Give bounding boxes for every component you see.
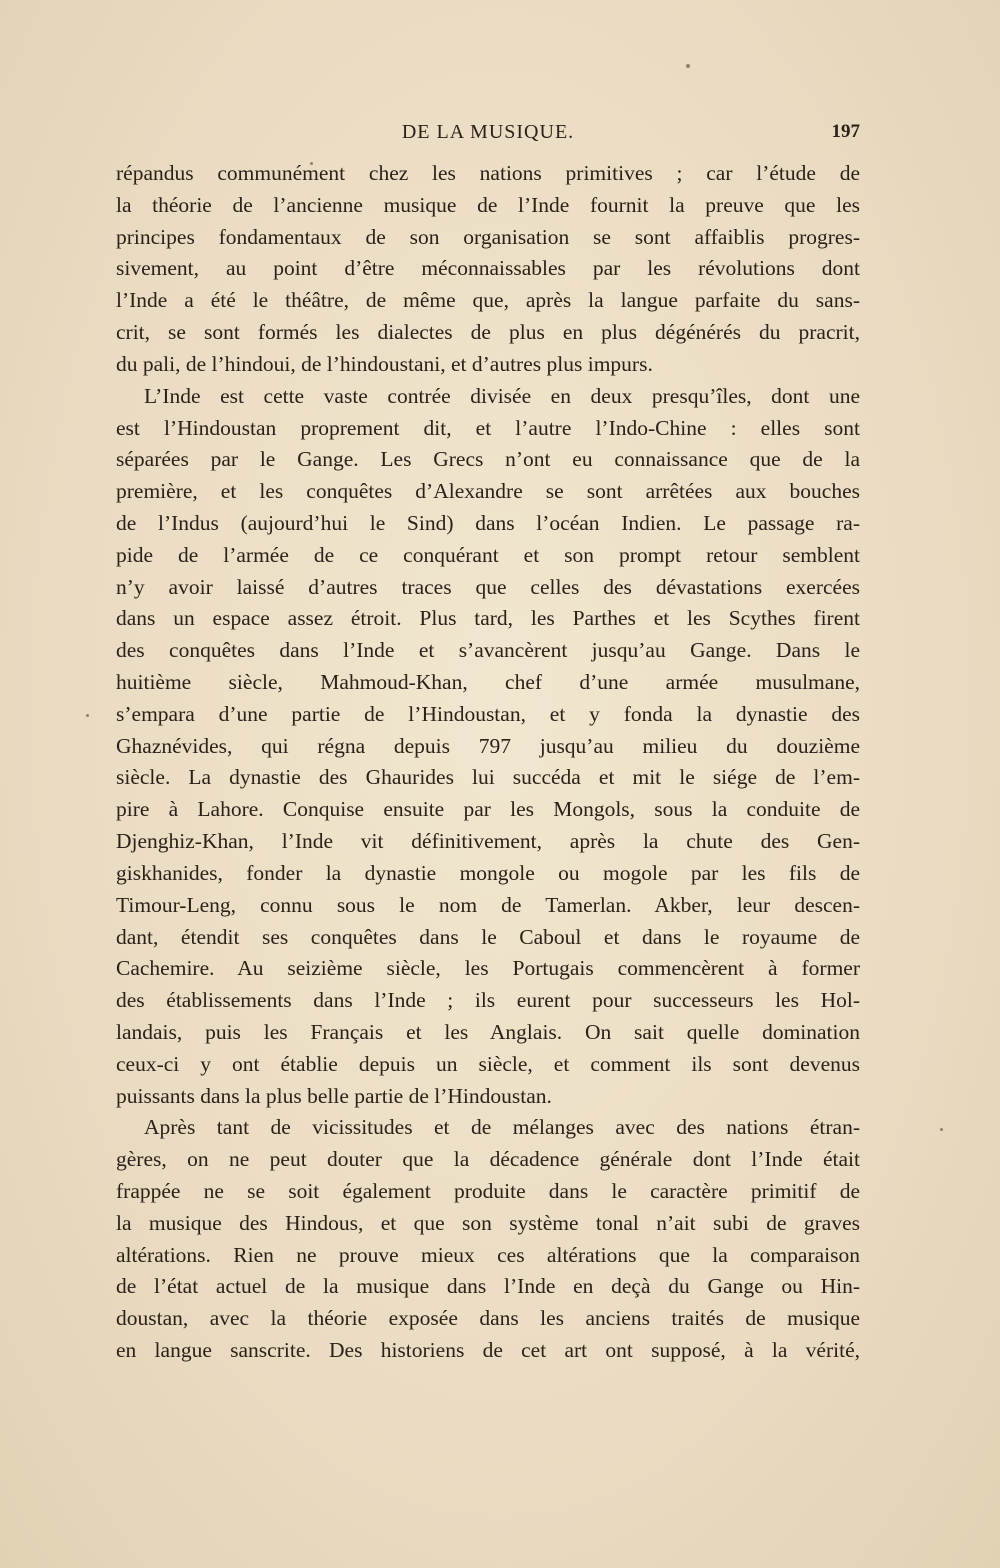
ink-speck	[940, 1128, 943, 1131]
text-line: ceux-ci y ont établie depuis un siècle, et comment ils sont devenus	[116, 1051, 860, 1076]
text-line: répandus communément chez les nations primitives ; car l’étude de	[116, 161, 860, 185]
text-line: dans un espace assez étroit. Plus tard, les Parthes et les Scythes firent	[116, 606, 860, 631]
text-line: de l’Indus (aujourd’hui le Sind) dans l’océan Indien. Le passage ra-	[116, 510, 860, 535]
text-line: puissants dans la plus belle partie de l’Hindoustan.	[116, 1083, 552, 1108]
text-line: huitième siècle, Mahmoud-Khan, chef d’une armée musulmane,	[116, 670, 860, 694]
text-line: pide de l’armée de ce conquérant et son prompt retour semblent	[116, 542, 860, 567]
paragraph	[116, 381, 860, 1113]
text-line: la théorie de l’ancienne musique de l’Inde fournit la preuve que les	[116, 192, 860, 217]
text-line: de l’état actuel de la musique dans l’Inde en deçà du Gange ou Hin-	[116, 1274, 860, 1299]
text-line: des établissements dans l’Inde ; ils eurent pour successeurs les Hol-	[116, 988, 860, 1013]
running-title: DE LA MUSIQUE.	[401, 121, 575, 143]
running-head	[118, 121, 858, 151]
text-line: landais, puis les Français et les Anglais. On sait quelle domination	[116, 1019, 860, 1044]
paragraph	[116, 158, 860, 381]
text-line: dant, étendit ses conquêtes dans le Caboul et dans le royaume de	[116, 924, 860, 949]
text-line: crit, se sont formés les dialectes de plus en plus dégénérés du pracrit,	[116, 320, 860, 345]
text-line: Après tant de vicissitudes et de mélanges avec des nations étran-	[144, 1115, 860, 1140]
paragraph	[116, 1112, 860, 1367]
ink-speck	[686, 64, 690, 68]
text-line: Cachemire. Au seizième siècle, les Portugais commencèrent à former	[116, 956, 860, 981]
text-line: principes fondamentaux de son organisation se sont affaiblis progres-	[116, 224, 860, 249]
text-line: siècle. La dynastie des Ghaurides lui succéda et mit le siége de l’em-	[116, 765, 860, 790]
text-line: sivement, au point d’être méconnaissables par les révolutions dont	[116, 256, 860, 281]
text-line: doustan, avec la théorie exposée dans les anciens traités de musique	[116, 1306, 860, 1331]
text-line: Timour-Leng, connu sous le nom de Tamerlan. Akber, leur descen-	[116, 892, 860, 917]
ink-speck	[86, 714, 89, 717]
text-line: séparées par le Gange. Les Grecs n’ont eu connaissance que de la	[116, 447, 860, 472]
text-line: la musique des Hindous, et que son système tonal n’ait subi de graves	[116, 1210, 860, 1235]
text-line: est l’Hindoustan proprement dit, et l’autre l’Indo-Chine : elles sont	[116, 415, 860, 440]
text-line: en langue sanscrite. Des historiens de cet art ont supposé, à la vérité,	[116, 1338, 860, 1363]
text-line: Ghaznévides, qui régna depuis 797 jusqu’au milieu du douzième	[116, 733, 860, 758]
text-line: du pali, de l’hindoui, de l’hindoustani, et d’autres plus impurs.	[116, 351, 653, 376]
text-line: frappée ne se soit également produite dans le caractère primitif de	[116, 1179, 860, 1203]
body-text	[116, 158, 860, 1367]
text-line: n’y avoir laissé d’autres traces que celles des dévastations exercées	[116, 574, 860, 599]
text-line: pire à Lahore. Conquise ensuite par les Mongols, sous la conduite de	[116, 797, 860, 822]
text-line: l’Inde a été le théâtre, de même que, après la langue parfaite du sans-	[116, 288, 860, 313]
page-number: 197	[831, 121, 860, 142]
text-line: des conquêtes dans l’Inde et s’avancèrent jusqu’au Gange. Dans le	[116, 638, 860, 663]
text-line: gères, on ne peut douter que la décadence générale dont l’Inde était	[116, 1147, 860, 1172]
text-line: altérations. Rien ne prouve mieux ces altérations que la comparaison	[116, 1242, 860, 1267]
text-line: Djenghiz-Khan, l’Inde vit définitivement, après la chute des Gen-	[116, 829, 860, 854]
text-line: s’empara d’une partie de l’Hindoustan, et y fonda la dynastie des	[116, 701, 860, 726]
text-line: giskhanides, fonder la dynastie mongole ou mogole par les fils de	[116, 860, 860, 885]
text-line: première, et les conquêtes d’Alexandre se sont arrêtées aux bouches	[116, 479, 860, 504]
text-line: L’Inde est cette vaste contrée divisée en deux presqu’îles, dont une	[144, 383, 860, 408]
